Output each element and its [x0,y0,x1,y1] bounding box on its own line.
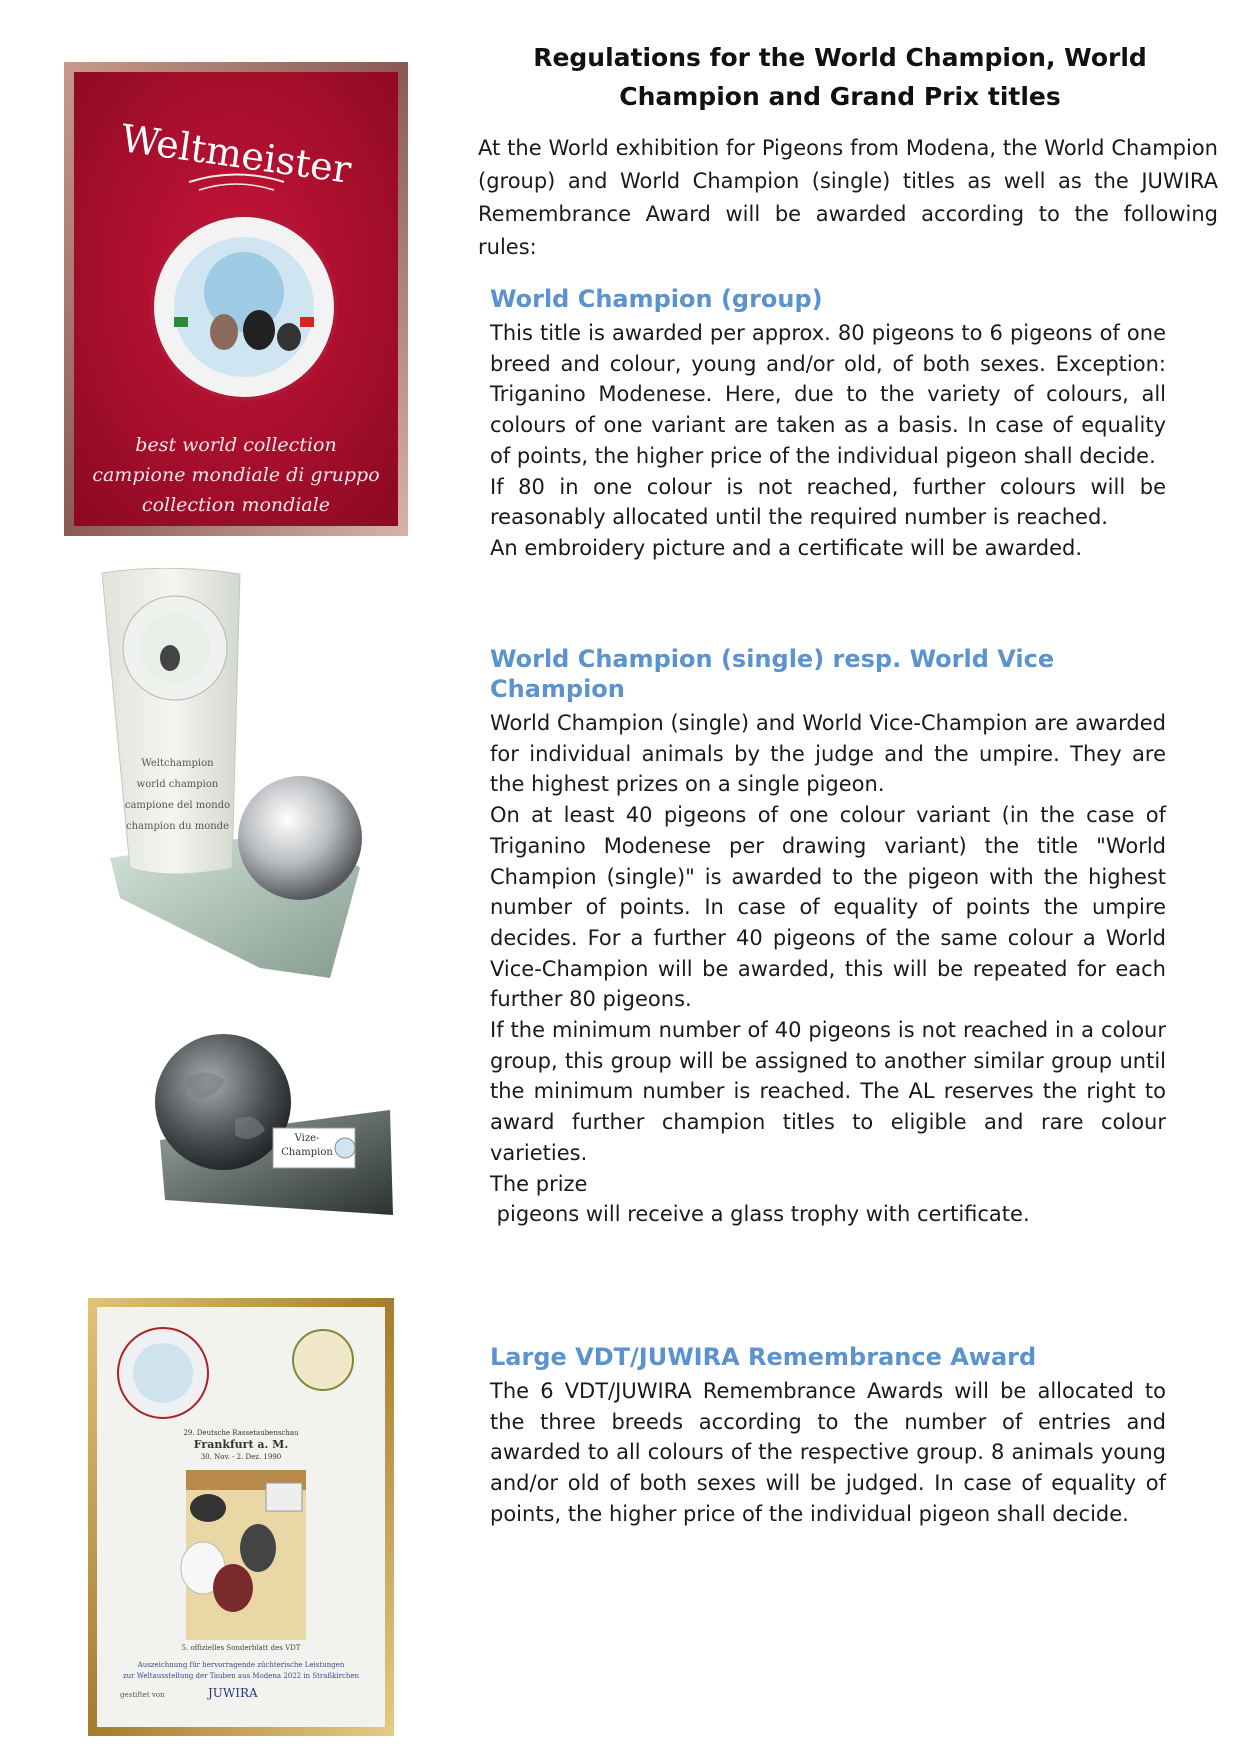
trophy-line: Weltchampion [141,758,214,769]
section-paragraph: The prize [490,1171,588,1196]
section-paragraph: World Champion (single) and World Vice-Champion are awarded for individual animals by the judge and the umpire. They are the highest prizes on a single pigeon. [490,711,1166,797]
section-paragraph: If 80 in one colour is not reached, further colours will be reasonably allocated until the required number is reached. [490,474,1166,530]
vice-label-line: Champion [281,1147,333,1158]
section-world-champion-group [490,284,1166,564]
weltmeister-line: best world collection [135,434,337,456]
section-paragraph: pigeons will receive a glass trophy with certificate. [490,1202,1030,1227]
juwira-dates: 30. Nov. - 2. Dez. 1990 [200,1453,282,1461]
weltmeister-line: collection mondiale [141,494,331,516]
juwira-city: Frankfurt a. M. [193,1438,289,1451]
intro-paragraph: At the World exhibition for Pigeons from Modena, the World Champion (group) and World Champion (single) titles as well as the JUWIRA Remembrance Award will be awarded according to the following rules: [478,136,1218,259]
juwira-donor: gestiftet von [120,1691,165,1699]
juwira-header [98,1428,384,1462]
weltmeister-frame-photo [64,62,408,536]
weltmeister-text-block [64,430,408,520]
juwira-frame-photo [88,1298,394,1736]
section-juwira-award [490,1342,1166,1530]
weltmeister-line: campione mondiale di gruppo [92,464,380,486]
page-title: Regulations for the World Champion, World Champion and Grand Prix titles [533,43,1147,111]
trophy-line: campione del mondo [124,800,231,811]
trophy-line: world champion [136,779,219,790]
trophy-text-block [115,753,240,837]
section-paragraph: If the minimum number of 40 pigeons is not reached in a colour group, this group will be assigned to another similar group until the minimum number is reached. The AL reserves the right to award further champion titles to eligible and rare colour varieties. [490,1018,1166,1165]
section-world-champion-single [490,644,1166,1230]
juwira-sheet: 5. offizielles Sonderblatt des VDT [181,1644,301,1652]
section-heading: Large VDT/JUWIRA Remembrance Award [490,1343,1037,1371]
section-paragraph: On at least 40 pigeons of one colour variant (in the case of Triganino Modenese per drawing variant) the title "World Champion (single)" is awarded to the pigeon with the highest number of points. In case of equality of points the umpire decides. For a further 40 pigeons of the same colour a World Vice-Champion will be awarded, this will be repeated for each further 80 pigeons. [490,803,1166,1012]
section-heading: World Champion (group) [490,285,823,313]
juwira-brand: JUWIRA [208,1686,258,1700]
section-paragraph: The 6 VDT/JUWIRA Remembrance Awards will be allocated to the three breeds according to the number of entries and awarded to all colours of the respective group. 8 animals young and/or old of both sexes will be judged. In case of equality of points, the higher price of the individual pigeon shall decide. [490,1379,1166,1526]
vice-champion-trophy-photo [155,1020,395,1220]
section-paragraph: This title is awarded per approx. 80 pigeons to 6 pigeons of one breed and colour, young and/or old, of both sexes. Exception: Triganino Modenese. Here, due to the variety of colours, all colours of one variant are taken as a basis. In case of equality of points, the higher price of the individual pigeon shall decide. [490,321,1166,468]
juwira-footer [98,1643,384,1682]
section-paragraph: An embroidery picture and a certificate will be awarded. [490,535,1082,560]
vice-label-line: Vize- [294,1133,320,1144]
glass-trophy-photo [100,568,400,978]
trophy-line: champion du monde [125,821,229,832]
vice-label [277,1132,337,1160]
weltmeister-heading: Weltmeister [118,116,354,192]
juwira-award-line: zur Weltausstellung der Tauben aus Modena 2022 in Straßkirchen [122,1672,360,1680]
section-heading: World Champion (single) resp. World Vice Champion [490,645,1055,703]
juwira-event: 29. Deutsche Rassetaubenschau [183,1429,299,1437]
juwira-award-line: Auszeichnung für hervorragende züchterische Leistungen [137,1661,345,1669]
